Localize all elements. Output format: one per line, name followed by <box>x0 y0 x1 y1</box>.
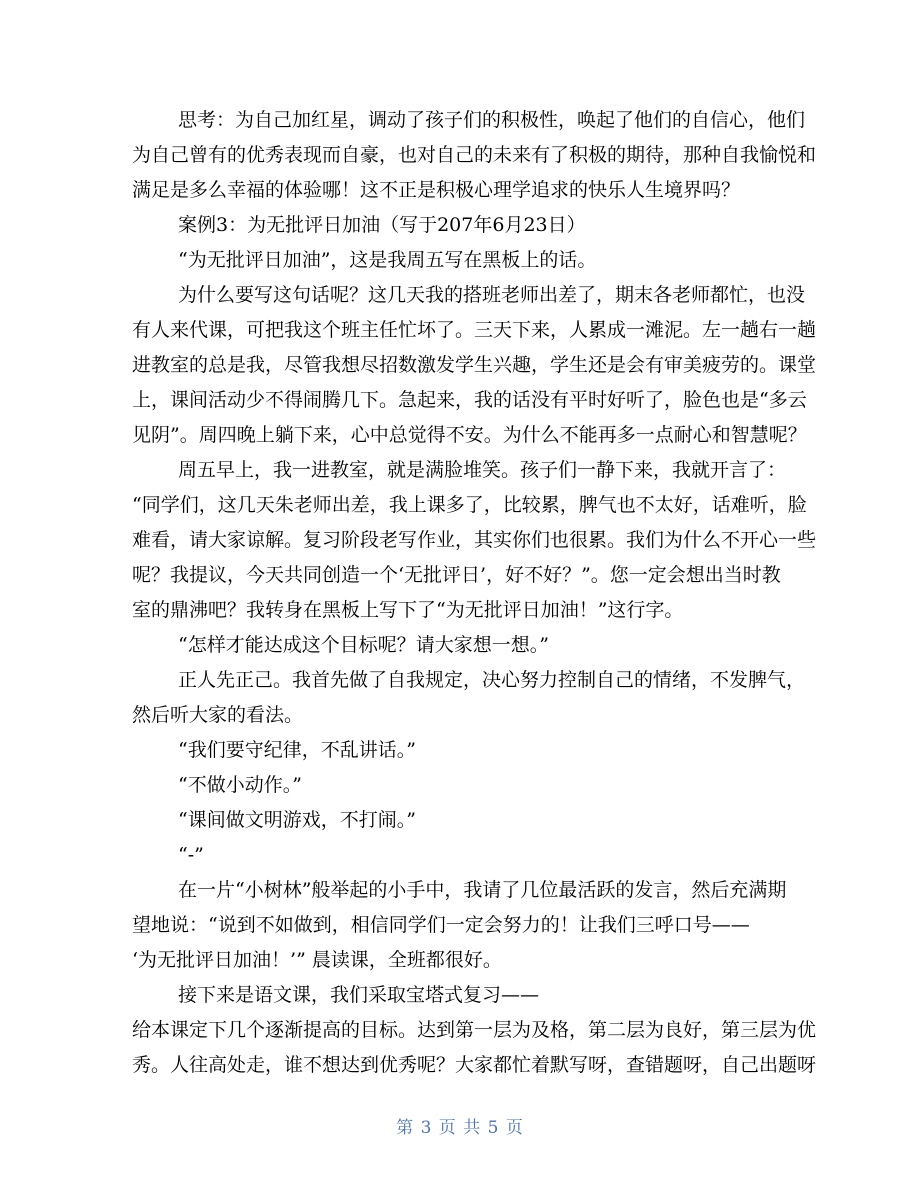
text-line: 秀。人往高处走，谁不想达到优秀呢？大家都忙着默写呀，查错题呀，自己出题呀 <box>132 1054 817 1076</box>
text-line: “不做小动作。” <box>178 774 302 796</box>
text-line: 上，课间活动少不得闹腾几下。急起来，我的话没有平时好听了，脸色也是“多云 <box>132 389 807 411</box>
text-line: 案例3：为无批评日加油（写于207年6月23日） <box>178 214 586 236</box>
text-line: “为无批评日加油”，这是我周五写在黑板上的话。 <box>178 249 597 271</box>
text-line: 给本课定下几个逐渐提高的目标。达到第一层为及格，第二层为良好，第三层为优 <box>132 1019 817 1041</box>
text-line: 在一片“小树林”般举起的小手中，我请了几位最活跃的发言，然后充满期 <box>178 879 787 901</box>
text-line: 接下来是语文课，我们采取宝塔式复习—— <box>178 984 540 1006</box>
text-line: 为自己曾有的优秀表现而自豪，也对自己的未来有了积极的期待，那种自我愉悦和 <box>132 144 817 166</box>
text-line: 然后听大家的看法。 <box>132 704 304 726</box>
text-line: 正人先正己。我首先做了自我规定，决心努力控制自己的情绪，不发脾气， <box>178 669 806 691</box>
text-line: “同学们，这几天朱老师出差，我上课多了，比较累，脾气也不太好，话难听，脸 <box>132 494 807 516</box>
page-footer: 第 3 页 共 5 页 <box>396 1118 524 1138</box>
text-line: 呢？我提议，今天共同创造一个‘无批评日’，好不好？”。您一定会想出当时教 <box>132 564 781 586</box>
text-line: 有人来代课，可把我这个班主任忙坏了。三天下来，人累成一滩泥。左一趟右一趟 <box>132 319 817 341</box>
text-line: ‘为无批评日加油！’” 晨读课，全班都很好。 <box>132 949 502 971</box>
text-line: 室的鼎沸吧？我转身在黑板上写下了“为无批评日加油！”这行字。 <box>132 599 684 621</box>
text-line: “我们要守纪律，不乱讲话。” <box>178 739 416 761</box>
text-line: “-” <box>178 844 204 866</box>
text-line: “怎样才能达成这个目标呢？请大家想一想。” <box>178 634 549 656</box>
text-line: 难看，请大家谅解。复习阶段老写作业，其实你们也很累。我们为什么不开心一些 <box>132 529 817 551</box>
text-line: 见阴”。周四晚上躺下来，心中总觉得不安。为什么不能再多一点耐心和智慧呢？ <box>132 424 807 446</box>
text-line: 进教室的总是我，尽管我想尽招数激发学生兴趣，学生还是会有审美疲劳的。课堂 <box>132 354 817 376</box>
text-line: 望地说：“说到不如做到，相信同学们一定会努力的！让我们三呼口号—— <box>132 914 750 936</box>
text-line: “课间做文明游戏，不打闹。” <box>178 809 416 831</box>
text-line: 为什么要写这句话呢？这几天我的搭班老师出差了，期末各老师都忙，也没 <box>178 284 806 306</box>
text-line: 周五早上，我一进教室，就是满脸堆笑。孩子们一静下来，我就开言了： <box>178 459 787 481</box>
text-line: 思考：为自己加红星，调动了孩子们的积极性，唤起了他们的自信心，他们 <box>178 109 806 131</box>
text-line: 满足是多么幸福的体验哪！这不正是积极心理学追求的快乐人生境界吗？ <box>132 179 741 201</box>
